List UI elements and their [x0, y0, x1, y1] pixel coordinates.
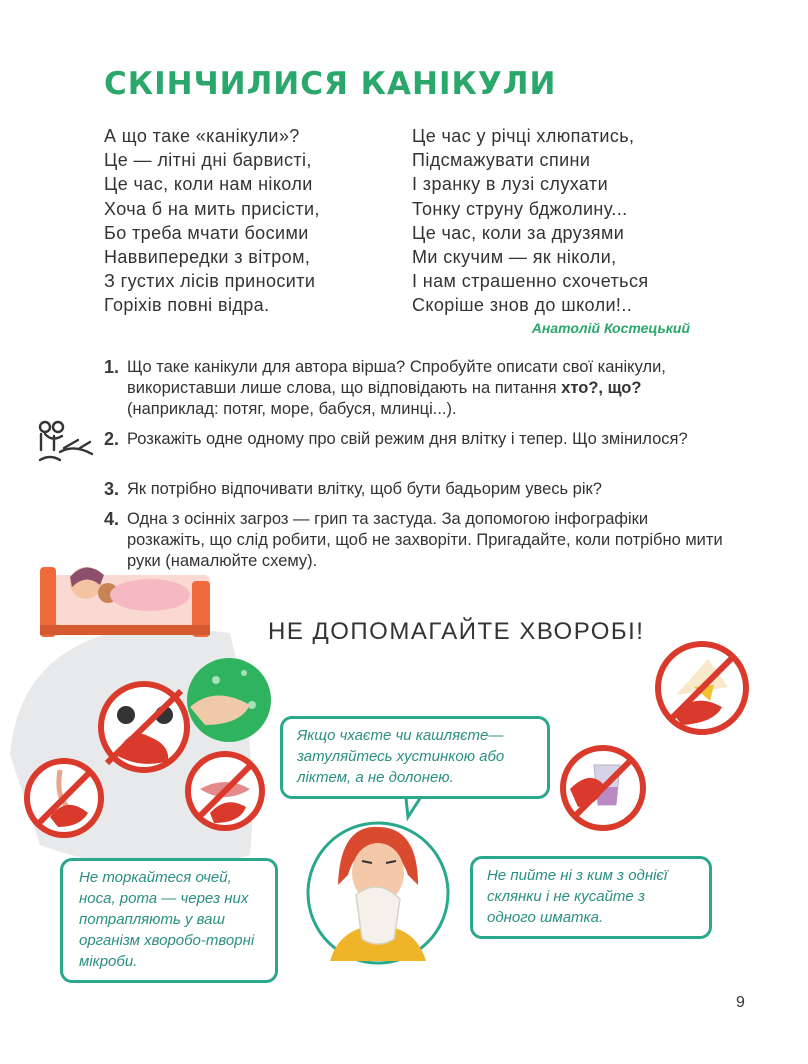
poem-line: Наввипередки з вітром, — [104, 247, 311, 268]
bed-icon — [40, 567, 210, 637]
bubble-text: Не пийте ні з ким з однієї склянки і не кусайте з одного шматка. — [487, 867, 668, 926]
question-3 — [104, 479, 724, 500]
poem-line: Горіхів повні відра. — [104, 295, 270, 316]
page-title: СКІНЧИЛИСЯ КАНІКУЛИ — [104, 66, 557, 102]
question-bold-text: хто?, що? — [561, 379, 642, 397]
infographic-heading: НЕ ДОПОМАГАЙТЕ ХВОРОБІ! — [268, 618, 645, 645]
question-number: 1. — [104, 357, 120, 377]
question-number: 2. — [104, 429, 120, 449]
page-number: 9 — [736, 994, 745, 1011]
bubble-text: Не торкайтеся очей, носа, рота — через них потрапляють у ваш організм хворобо-творні мікроби. — [79, 869, 255, 970]
poem-line: Підсмажувати спини — [412, 150, 591, 171]
poem-author: Анатолій Костецький — [531, 320, 690, 336]
sneezing-girl-icon — [308, 823, 448, 963]
poem-line: Скоріше знов до школи!.. — [412, 295, 633, 316]
speech-bubble-sneeze — [280, 716, 550, 799]
question-2 — [104, 429, 724, 450]
poem-left-column — [104, 124, 320, 318]
poem-line: Це — літні дні барвисті, — [104, 150, 312, 171]
poem-line: Це час, коли нам ніколи — [104, 174, 313, 195]
poem-line: Бо треба мчати босими — [104, 222, 309, 243]
poem-line: Це час у річці хлюпатись, — [412, 126, 635, 146]
no-sharing-food-icon — [658, 644, 746, 732]
pair-work-icon — [36, 420, 98, 464]
no-touch-nose-icon — [27, 761, 101, 835]
speech-bubble-no-touch — [60, 858, 278, 983]
speech-bubble-no-sharing — [470, 856, 712, 939]
question-text: Що таке канікули для автора вірша? Спробуйте описати свої канікули, використавши лише слова, що відповідають на питання — [127, 358, 666, 397]
question-text: Розкажіть одне одному про свій режим дня влітку і тепер. Що змінилося? — [127, 430, 688, 448]
poem-line: Ми скучим — як ніколи, — [412, 247, 617, 268]
question-text: Як потрібно відпочивати влітку, щоб бути бадьорим увесь рік? — [127, 480, 602, 498]
poem-line: І зранку в лузі слухати — [412, 174, 609, 195]
question-text: (наприклад: потяг, море, бабуся, млинці...). — [127, 400, 457, 418]
question-1 — [104, 357, 724, 420]
no-touch-mouth-icon — [188, 754, 262, 828]
poem-right-column — [412, 124, 649, 318]
poem-line: А що таке «канікули»? — [104, 126, 300, 146]
poem-line: З густих лісів приносити — [104, 271, 316, 292]
no-sharing-glass-icon — [563, 748, 643, 828]
no-touch-eyes-icon — [101, 684, 187, 770]
question-number: 4. — [104, 509, 120, 529]
poem-line: Хоча б на мить присісти, — [104, 198, 320, 219]
poem-line: Це час, коли за друзями — [412, 222, 625, 243]
poem-line: Тонку струну бджолину... — [412, 198, 628, 219]
question-number: 3. — [104, 479, 120, 499]
hand-washing-icon — [187, 658, 271, 742]
poem-line: І нам страшенно схочеться — [412, 271, 649, 292]
bubble-text: Якщо чхаєте чи кашляєте— затуляйтесь хустинкою або ліктем, а не долонею. — [297, 727, 505, 786]
question-text: Одна з осінніх загроз — грип та застуда. За допомогою інфографіки розкажіть, що слід робити, щоб не захворіти. Пригадайте, коли потрібно мити руки (намалюйте схему). — [127, 510, 723, 570]
